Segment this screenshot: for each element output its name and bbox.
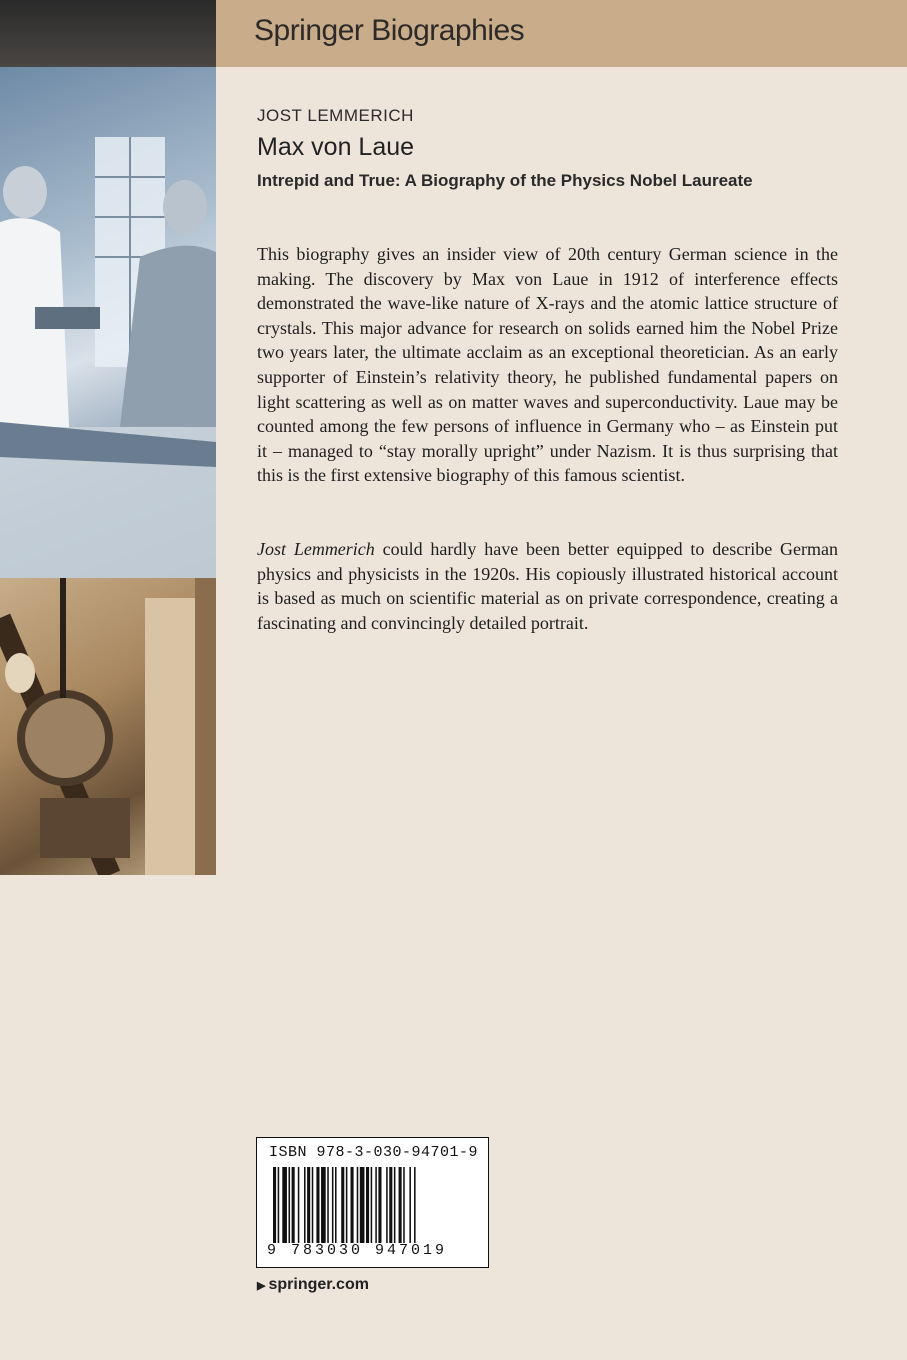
scientists-photo [0,67,216,578]
barcode-bars [269,1167,479,1243]
barcode-bar [312,1167,314,1243]
barcode-bar [278,1167,280,1243]
barcode-bar [316,1167,319,1243]
bio-author-name: Jost Lemmerich [257,539,375,559]
author-name: JOST LEMMERICH [257,106,414,125]
xray-tube-photo [0,578,216,875]
arrow-icon: ▶ [257,1280,266,1292]
website-label: springer.com [268,1276,369,1293]
isbn-label: ISBN 978-3-030-94701-9 [269,1144,479,1161]
barcode-bar [351,1167,354,1243]
barcode-bar [399,1167,402,1243]
isbn-barcode [256,1137,489,1268]
barcode-bar [378,1167,381,1243]
cover-photo-strip [0,0,216,875]
barcode-bar [371,1167,373,1243]
barcode-bar [327,1167,329,1243]
scientists-photo-art [0,67,216,578]
barcode-bar [346,1167,348,1243]
xray-tube-photo-art [0,578,216,875]
series-title: Springer Biographies [254,14,525,47]
barcode-bar [307,1167,310,1243]
barcode-bar [282,1167,287,1243]
barcode-bar [341,1167,344,1243]
book-subtitle: Intrepid and True: A Biography of the Physics Nobel Laureate [257,171,753,190]
barcode-bar [304,1167,306,1243]
barcode-bar [403,1167,405,1243]
barcode-bar [360,1167,365,1243]
barcode-bar [409,1167,411,1243]
book-title: Max von Laue [257,133,415,161]
barcode-bar [366,1167,369,1243]
barcode-bar [386,1167,388,1243]
barcode-digits: 9 783030 947019 [267,1242,448,1259]
strip-top-dark [0,0,216,67]
barcode-bar [357,1167,359,1243]
barcode-bar [335,1167,337,1243]
barcode-bar [394,1167,396,1243]
barcode-bar [375,1167,377,1243]
barcode-bar [332,1167,334,1243]
barcode-bar [289,1167,291,1243]
author-bio [257,537,838,635]
barcode-bar [414,1167,416,1243]
barcode-bar [389,1167,392,1243]
book-description: This biography gives an insider view of 20th century German science in the making. The discovery by Max von Laue in 1912 of interference effects demonstrated the wave-like nature of X-rays and the atomic lattice structure of crystals. This major advance for research on solids earned him the Nobel Prize two years later, the ultimate acclaim as an exceptional theoretician. As an early supporter of Einstein’s relativity theory, he published fundamental papers on light scattering as well as on matter waves and superconductivity. Laue may be counted among the few persons of influence in Germany who – as Einstein put it – managed to “stay morally upright” under Nazism. It is thus surprising that this is the first extensive biography of this famous scientist. [257,244,838,486]
publisher-website[interactable] [257,1276,369,1294]
bio-text: could hardly have been better equipped to describe German physics and physicists in the 1920s. His copiously illustrated historical account is based as much on scientific material as on private correspondence, creating a fascinating and convincingly detailed portrait. [257,539,838,633]
barcode-bar [292,1167,295,1243]
barcode-bar [298,1167,300,1243]
barcode-bar [321,1167,326,1243]
series-header-bar [216,0,907,67]
barcode-bar [273,1167,276,1243]
